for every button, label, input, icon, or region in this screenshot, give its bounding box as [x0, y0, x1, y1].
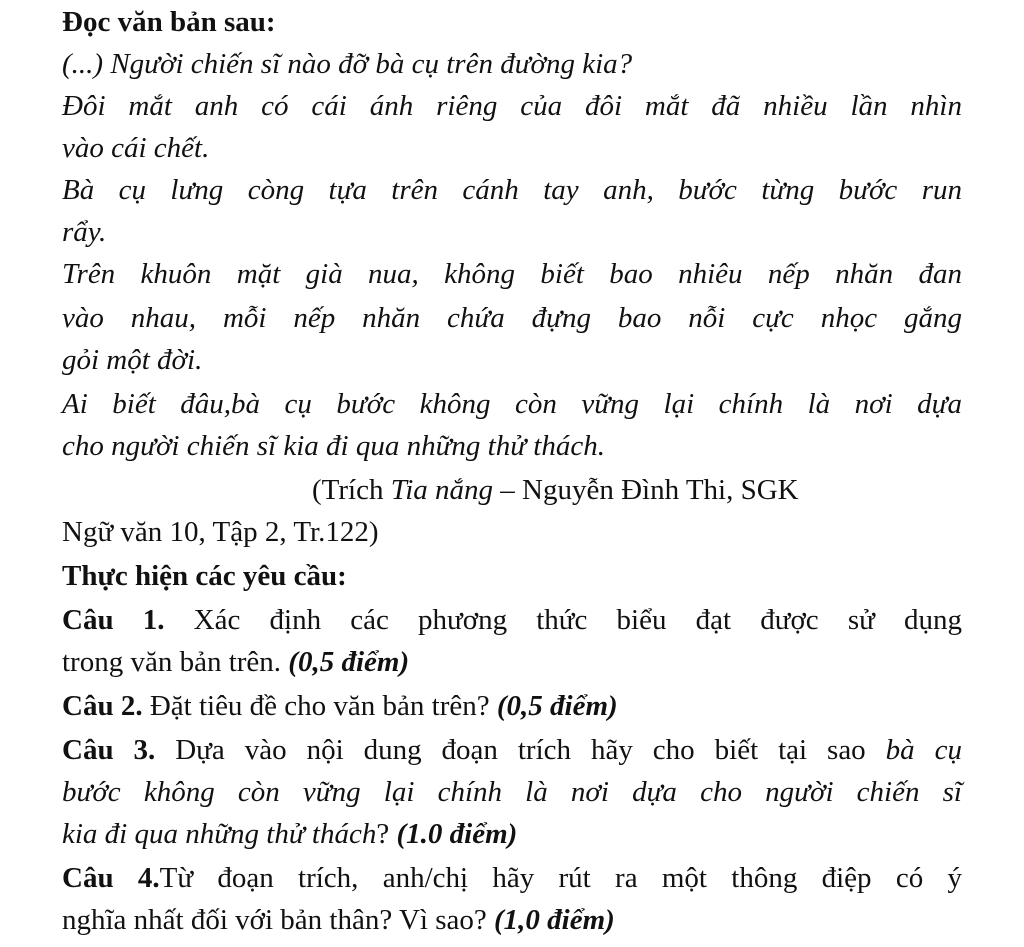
question-4-line-1 — [62, 858, 962, 898]
question-4-text: Từ đoạn trích, anh/chị hãy rút ra một thông điệp có ý — [159, 862, 963, 894]
poem-line-5a: Ai biết đâu,bà cụ bước không còn vững lại chính là nơi dựa — [62, 388, 962, 420]
question-3-line-2: bước không còn vững lại chính là nơi dựa cho người chiến sĩ — [62, 776, 962, 808]
question-1-line-2 — [62, 642, 409, 682]
question-3-label: Câu 3. — [62, 734, 156, 766]
question-3-points: (1.0 điểm) — [396, 818, 518, 850]
question-3-line-1 — [62, 730, 962, 770]
poem-line-5b: cho người chiến sĩ kia đi qua những thử thách. — [62, 430, 605, 462]
question-2-label: Câu 2. — [62, 690, 143, 722]
question-1-label: Câu 1. — [62, 604, 165, 636]
source-author: – Nguyễn Đình Thi, SGK — [493, 474, 799, 506]
question-3-quote-start: bà cụ — [885, 734, 962, 766]
question-4-text-cont: nghĩa nhất đối với bản thân? Vì sao? — [62, 904, 494, 936]
poem-line-4b: vào nhau, mỗi nếp nhăn chứa đựng bao nỗi cực nhọc gắng — [62, 302, 962, 334]
question-3-text: Dựa vào nội dung đoạn trích hãy cho biết tại sao — [155, 734, 886, 766]
question-3-line-3 — [62, 814, 517, 854]
poem-line-4a: Trên khuôn mặt già nua, không biết bao nhiêu nếp nhăn đan — [62, 258, 962, 290]
source-work-title: Tia nắng — [390, 474, 494, 506]
section-title: Đọc văn bản sau: — [62, 6, 276, 38]
question-1-line-1 — [62, 600, 962, 640]
poem-line-2a: Đôi mắt anh có cái ánh riêng của đôi mắt đã nhiều lần nhìn — [62, 90, 962, 122]
question-4-line-2 — [62, 900, 615, 940]
question-3-quote-end: kia đi qua những thử thách — [62, 818, 377, 850]
question-3-question-mark: ? — [376, 818, 397, 850]
task-heading: Thực hiện các yêu cầu: — [62, 560, 347, 592]
question-4-points: (1,0 điểm) — [493, 904, 615, 936]
question-2 — [62, 686, 618, 726]
poem-line-3a: Bà cụ lưng còng tựa trên cánh tay anh, bước từng bước run — [62, 174, 962, 206]
question-4-label: Câu 4. — [62, 862, 160, 894]
poem-line-3b: rẩy. — [62, 216, 107, 248]
poem-line-2b: vào cái chết. — [62, 132, 210, 164]
question-2-text: Đặt tiêu đề cho văn bản trên? — [142, 690, 497, 722]
question-2-points: (0,5 điểm) — [496, 690, 618, 722]
poem-line-1: (...) Người chiến sĩ nào đỡ bà cụ trên đường kia? — [62, 48, 633, 80]
poem-line-4c: gỏi một đời. — [62, 344, 203, 376]
source-prefix: (Trích — [312, 474, 391, 506]
source-citation — [312, 470, 799, 510]
question-1-text: Xác định các phương thức biểu đạt được sử dụng — [164, 604, 963, 636]
source-citation-line-2: Ngữ văn 10, Tập 2, Tr.122) — [62, 516, 379, 548]
question-1-points: (0,5 điểm) — [288, 646, 410, 678]
question-1-text-cont: trong văn bản trên. — [62, 646, 289, 678]
